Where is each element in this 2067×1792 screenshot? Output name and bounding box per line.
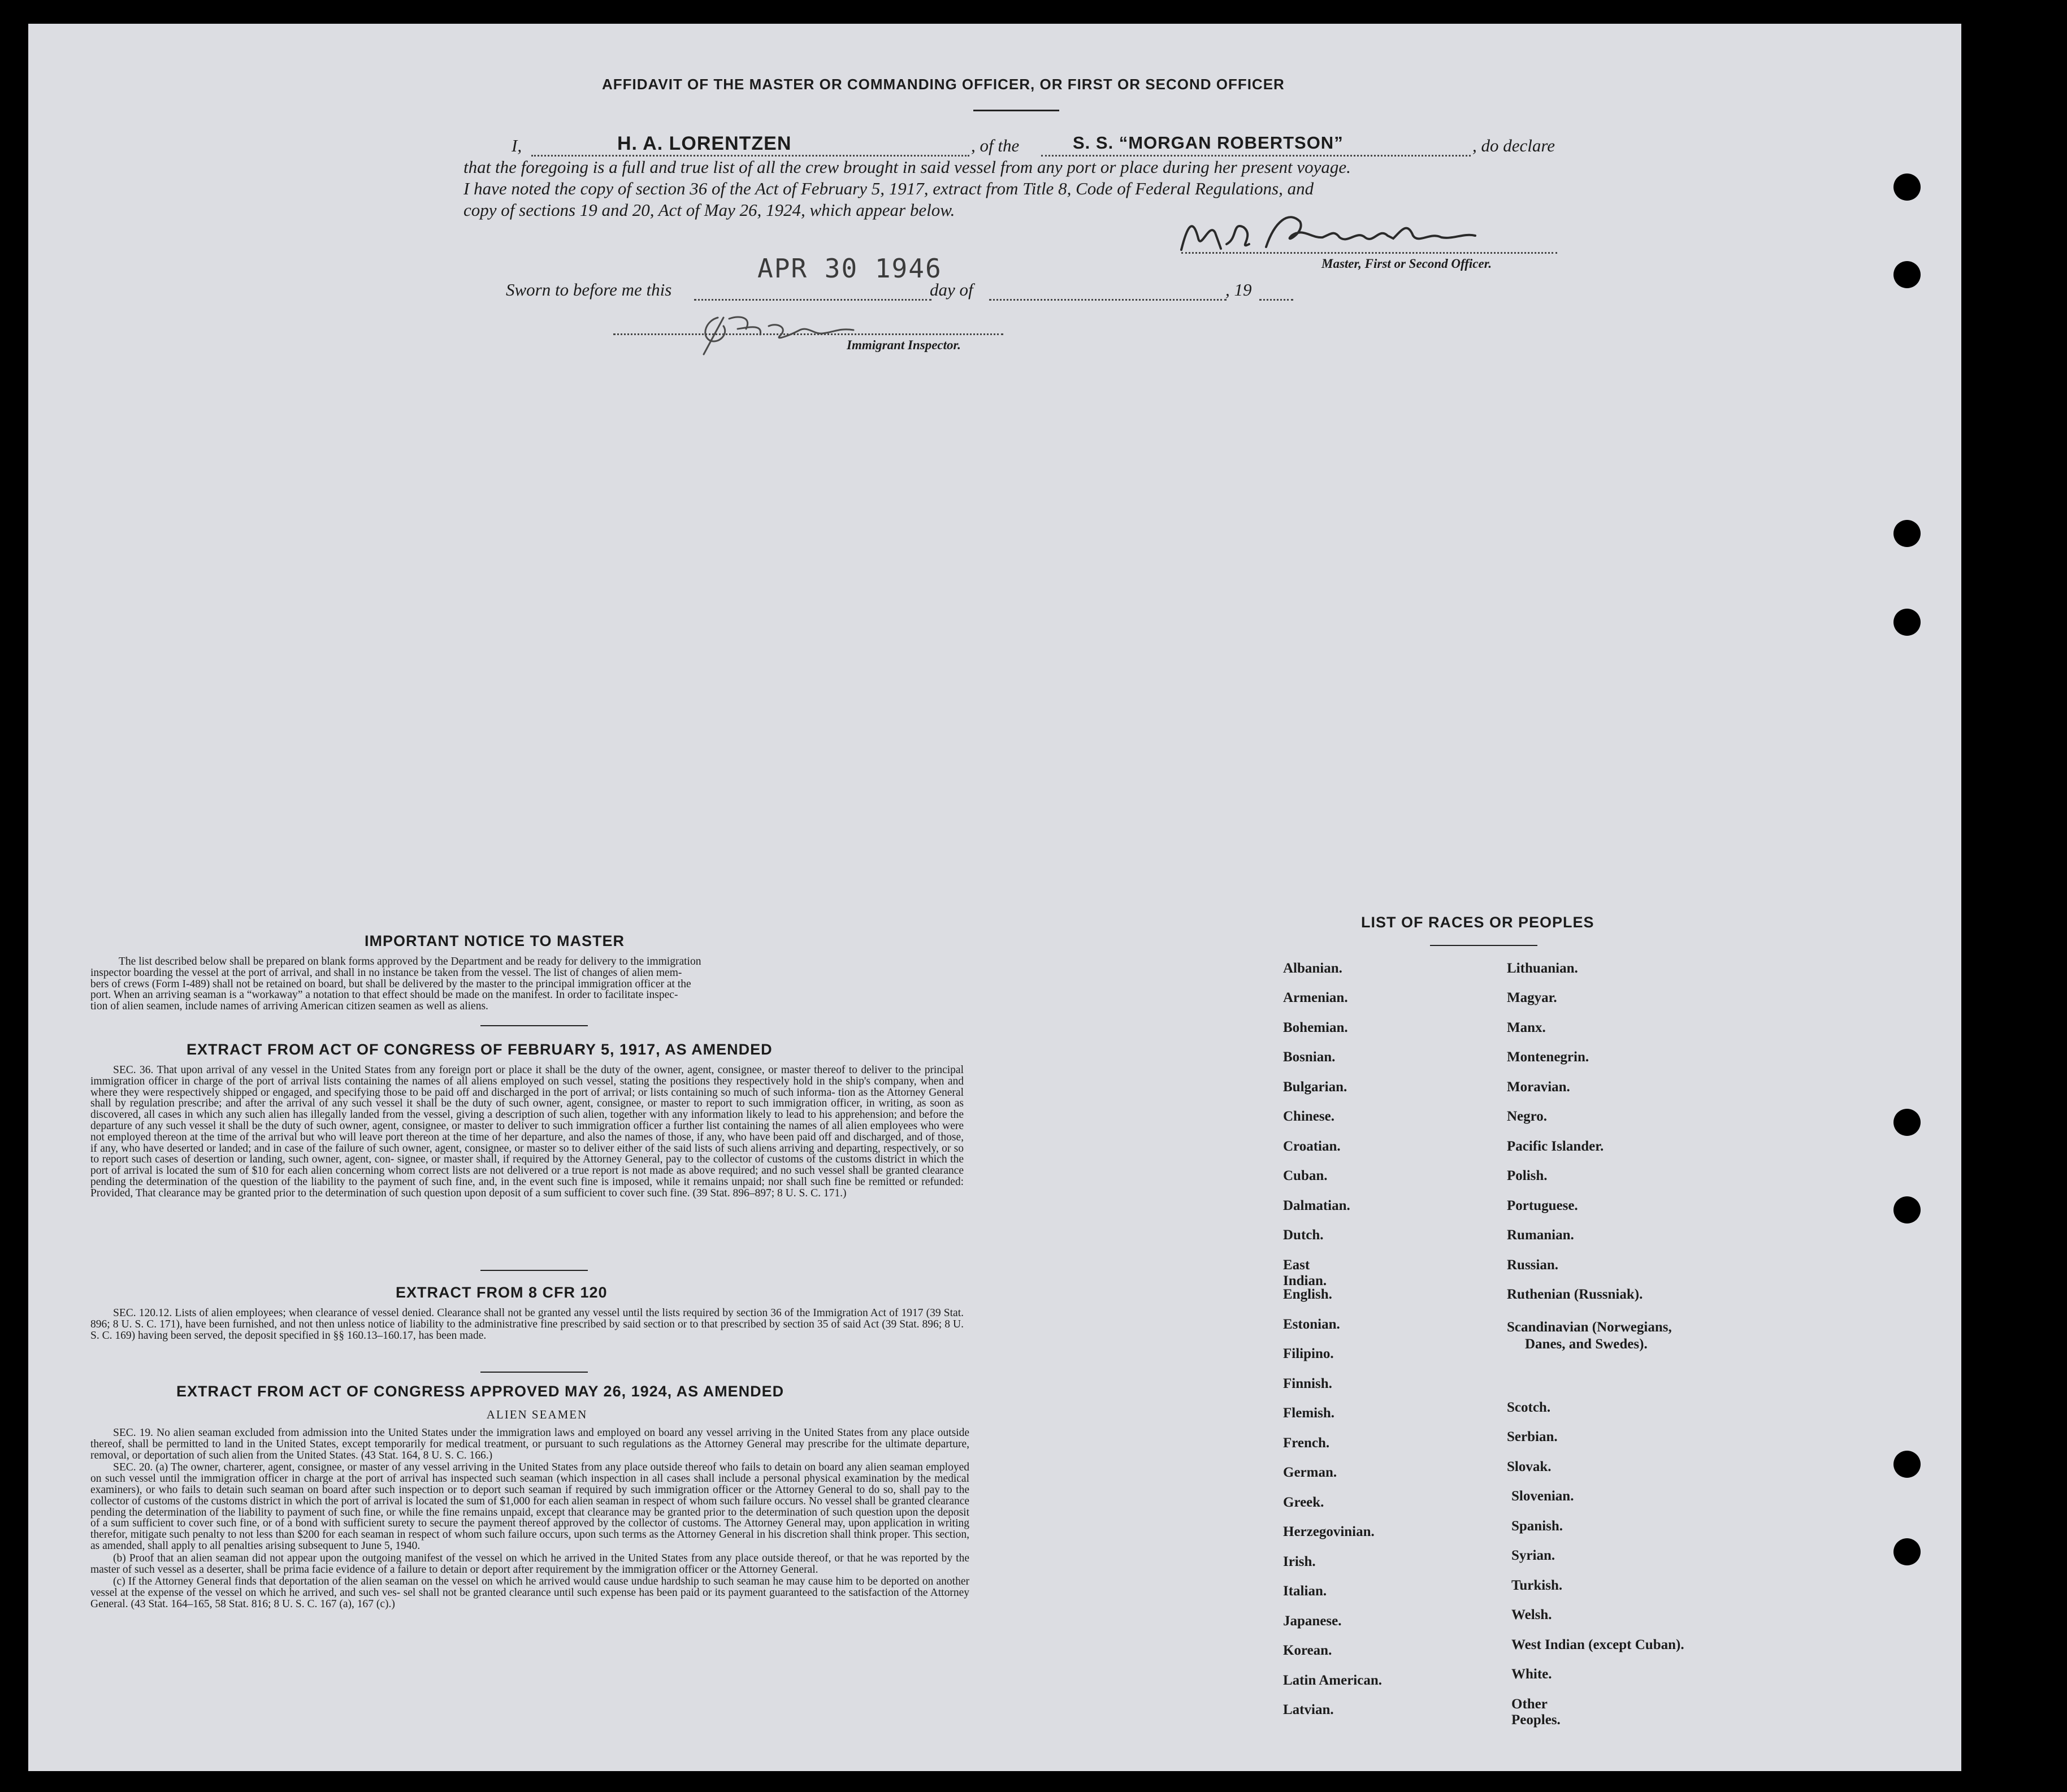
affidavit-i: I, — [512, 136, 522, 155]
race-item: Greek. — [1283, 1495, 1324, 1510]
race-item: Latvian. — [1283, 1702, 1334, 1717]
race-item: German. — [1283, 1465, 1337, 1480]
race-item: Filipino. — [1283, 1346, 1334, 1361]
race-item: Estonian. — [1283, 1317, 1340, 1332]
punch-hole — [1893, 1109, 1921, 1136]
race-item: Bulgarian. — [1283, 1079, 1347, 1095]
inspector-caption: Immigrant Inspector. — [847, 338, 961, 352]
race-item: Rumanian. — [1507, 1227, 1574, 1243]
extract-1924-sec20b: (b) Proof that an alien seaman did not appear upon the outgoing manifest of the vessel on which he arrived in the United States from any place outside thereof, or that he was reported by the master of such vessel as a deserter, shall be prima facie evidence of a failure to detain or deport after requirement by the immigration officer or the Attorney General. — [90, 1552, 969, 1576]
affidavit-body-line4: copy of sections 19 and 20, Act of May 26, 1924, which appear below. — [463, 200, 955, 220]
day-of-label: day of — [930, 280, 973, 300]
race-item: Pacific Islander. — [1507, 1139, 1604, 1154]
races-title: LIST OF RACES OR PEOPLES — [1361, 914, 1594, 931]
race-item: Italian. — [1283, 1583, 1327, 1599]
races-divider — [1430, 945, 1537, 946]
title-divider — [973, 110, 1059, 111]
race-item: Russian. — [1507, 1257, 1559, 1273]
race-item: Lithuanian. — [1507, 961, 1578, 976]
race-item: Dutch. — [1283, 1227, 1324, 1243]
race-item: Irish. — [1283, 1554, 1316, 1569]
race-item: Herzegovinian. — [1283, 1524, 1375, 1539]
affidavit-body-line3: I have noted the copy of section 36 of the Act of February 5, 1917, extract from Title 8, Code of Federal Regulations, and — [463, 179, 1314, 198]
race-item: Flemish. — [1283, 1405, 1334, 1421]
sworn-date-stamp: APR 30 1946 — [757, 253, 942, 284]
extract-1917-title: EXTRACT FROM ACT OF CONGRESS OF FEBRUARY 5, 1917, AS AMENDED — [187, 1041, 773, 1058]
document-page — [28, 24, 1961, 1771]
race-item: Ruthenian (Russniak). — [1507, 1287, 1643, 1302]
extract-1924-sec20c: (c) If the Attorney General finds that deportation of the alien seaman on the vessel on which he arrived would cause undue hardship to such seaman he may cause him to be deported on another vessel at the expense of the vessel on which he arrived, and such ves- sel shall not be granted clearance until such expense has been paid or its payment guaranteed to the satisfaction of the Attorney General. (43 Stat. 164–165, 58 Stat. 816; 8 U. S. C. 167 (a), 167 (c).) — [90, 1576, 969, 1610]
affidavit-body-line2: that the foregoing is a full and true list of all the crew brought in said vessel from any port or place during her present voyage. — [463, 157, 1351, 177]
notice-body — [90, 956, 938, 1012]
notice-line: port. When an arriving seaman is a “workaway” a notation to that effect should be made on the manifest. In order to facilitate inspec- — [90, 989, 678, 1001]
punch-hole — [1893, 520, 1921, 547]
extract-cfr-title: EXTRACT FROM 8 CFR 120 — [396, 1284, 608, 1301]
punch-hole — [1893, 261, 1921, 288]
notice-line: bers of crews (Form I-489) shall not be retained on board, but shall be delivered by the master to the principal immigration officer at the — [90, 978, 691, 990]
year-prefix: , 19 — [1225, 280, 1252, 300]
master-signature-icon — [1170, 205, 1520, 261]
year-line — [1259, 299, 1293, 301]
race-item: Polish. — [1507, 1168, 1548, 1183]
extract-1917-body — [90, 1065, 964, 1200]
punch-hole — [1893, 609, 1921, 636]
extract-1924-body — [90, 1427, 969, 1611]
race-item: Slovenian. — [1511, 1489, 1574, 1504]
month-line — [989, 299, 1227, 301]
race-item: English. — [1283, 1287, 1332, 1302]
race-item: Spanish. — [1511, 1518, 1563, 1534]
race-item: Magyar. — [1507, 990, 1557, 1005]
punch-hole — [1893, 1451, 1921, 1478]
punch-hole — [1893, 1196, 1921, 1223]
race-item: Slovak. — [1507, 1459, 1552, 1474]
race-item: Armenian. — [1283, 990, 1348, 1005]
race-item: White. — [1511, 1667, 1552, 1682]
race-item: Serbian. — [1507, 1429, 1558, 1444]
race-item: Albanian. — [1283, 961, 1342, 976]
notice-line: inspector boarding the vessel at the port of arrival, and shall in no instance be taken from the vessel. The list of changes of alien mem- — [90, 966, 682, 979]
affidavit-of-the: , of the — [971, 136, 1020, 155]
master-name-line — [531, 155, 969, 157]
race-item: Syrian. — [1511, 1548, 1555, 1563]
sworn-prefix: Sworn to before me this — [506, 280, 672, 300]
race-item: Welsh. — [1511, 1607, 1552, 1622]
race-item: Croatian. — [1283, 1139, 1341, 1154]
race-item: Scotch. — [1507, 1400, 1551, 1415]
race-item: Portuguese. — [1507, 1198, 1578, 1213]
race-item: French. — [1283, 1435, 1330, 1451]
race-item: Scandinavian (Norwegians, — [1507, 1320, 1672, 1335]
punch-hole — [1893, 173, 1921, 201]
extract-1917-divider — [480, 1270, 588, 1271]
race-item: Cuban. — [1283, 1168, 1328, 1183]
extract-1924-sec19: SEC. 19. No alien seaman excluded from admission into the United States under the immigration laws and employed on board any vessel arriving in the United States from any place outside thereof, shall be permitted to land in the United States, except temporarily for medical treatment, or pursuant to such regulations as the Attorney General may prescribe for the ultimate departure, removal, or deportation of such alien from the United States. (43 Stat. 164, 8 U. S. C. 166.) — [90, 1427, 969, 1461]
race-item: Other Peoples. — [1511, 1696, 1561, 1728]
race-item: Chinese. — [1283, 1109, 1334, 1124]
race-item: Montenegrin. — [1507, 1049, 1589, 1065]
race-item: Latin American. — [1283, 1673, 1382, 1688]
race-item: East Indian. — [1283, 1257, 1327, 1288]
affidavit-declare: , do declare — [1472, 136, 1555, 155]
race-item: Korean. — [1283, 1643, 1332, 1658]
punch-hole — [1893, 1538, 1921, 1565]
race-item: Bohemian. — [1283, 1020, 1348, 1035]
extract-cfr-divider — [480, 1372, 588, 1373]
race-item: Japanese. — [1283, 1613, 1342, 1629]
race-item: West Indian (except Cuban). — [1511, 1637, 1684, 1652]
race-item: Bosnian. — [1283, 1049, 1336, 1065]
race-item: Moravian. — [1507, 1079, 1570, 1095]
master-name-value: H. A. LORENTZEN — [617, 133, 792, 154]
notice-title: IMPORTANT NOTICE TO MASTER — [365, 932, 625, 949]
race-item: Turkish. — [1511, 1578, 1563, 1593]
master-caption: Master, First or Second Officer. — [1321, 257, 1492, 271]
race-item: Danes, and Swedes). — [1525, 1337, 1648, 1352]
race-item: Negro. — [1507, 1109, 1548, 1124]
extract-cfr-sec120: SEC. 120.12. Lists of alien employees; when clearance of vessel denied. Clearance shall not be granted any vessel until the lists required by section 36 of the Immigration Act of 1917 (39 Stat. 896; 8 U. S. C. 171), have been furnished, and not then unless notice of liability to the administrative fine prescribed by said section or to that prescribed by section 35 of said Act (39 Stat. 896; 8 U. S. C. 169) having been served, the deposit specified in §§ 160.13–160.17, has been made. — [90, 1307, 964, 1342]
race-item: Dalmatian. — [1283, 1198, 1350, 1213]
extract-1924-subtitle: ALIEN SEAMEN — [486, 1408, 588, 1421]
race-item: Finnish. — [1283, 1376, 1332, 1391]
extract-1917-sec36: SEC. 36. That upon arrival of any vessel in the United States from any foreign port or place it shall be the duty of the owner, agent, consignee, or master thereof to deliver to the principal immigration officer in charge of the port of arrival lists containing the names of all aliens employed on such vessel, stating the positions they respectively hold in the ship's company, when and where they were respectively shipped or engaged, and specifying those to be paid off and discharged in the port of arrival; or lists containing so much of such informa- tion as the Attorney General shall by regulation prescribe; and after the arrival of any such vessel it shall be the duty of such owner, agent, consignee, or master to report to such immigration officer, in writing, as soon as discovered, all cases in which any such alien has illegally landed from the vessel, giving a description of such alien, together with any information likely to lead to his apprehension; and before the departure of any such vessel it shall be the duty of such owner, agent, consignee, or master to deliver to such immigration officer a further list containing the names of all alien employees who were not employed thereon at the time of the arrival but who will leave port thereon at the time of her departure, and also the names of those, if any, who have been paid off and discharged, and of those, if any, who have deserted or landed; and in case of the failure of such owner, agent, consignee, or master so to deliver either of the said lists of such aliens arriving and departing, respectively, or so to report such cases of desertion or landing, such owner, agent, con- signee, or master shall, if required by the Attorney General, pay to the collector of customs of the customs district in which the port of arrival is located the sum of $10 for each alien concerning whom correct lists are not delivered or a true report is not made as above required; and no such vessel shall be granted clearance pending the determination of the question of the liability to the payment of such fine, and, in the event such fine is imposed, while it remains unpaid; nor shall such fine be remitted or refunded: Provided, That clearance may be granted prior to the determination of such question upon deposit of a sum sufficient to cover such fine. (39 Stat. 896–897; 8 U. S. C. 171.) — [90, 1064, 964, 1199]
notice-line: tion of alien seamen, include names of arriving American citizen seamen as well as aliens. — [90, 1000, 488, 1013]
affidavit-title: AFFIDAVIT OF THE MASTER OR COMMANDING OFFICER, OR FIRST OR SECOND OFFICER — [602, 76, 1285, 93]
extract-1924-sec20a: SEC. 20. (a) The owner, charterer, agent, consignee, or master of any vessel arriving in the United States from any place outside thereof who fails to detain on board any alien seaman employed on such vessel until the immigration officer in charge at the port of arrival has inspected such seaman (which inspection in all cases shall include a personal physical examination by the medical examiners), or who fails to detain such seaman on board after such inspection or to deport such seaman if required by such immigration officer or the Attorney General to do so, shall pay to the collector of customs of the customs district in which the port of arrival is located the sum of $1,000 for each alien seaman in respect of whom such failure occurs. No vessel shall be granted clearance pending the determination of the liability to payment of such fine, or while the fine remains unpaid, except that clearance may be granted prior to the determination of such question upon the deposit of a sum sufficient to cover such fine, or of a bond with sufficient surety to secure the payment thereof approved by the collector of customs. The Attorney General may, upon application in writing therefor, mitigate such penalty to not less than $200 for each seaman in respect of whom such failure occurs, upon such terms as the Attorney General in his discretion shall think proper. This section, as amended, shall apply to all penalties arising subsequent to June 5, 1940. — [90, 1461, 969, 1552]
race-item: Manx. — [1507, 1020, 1546, 1035]
notice-divider — [480, 1025, 588, 1026]
notice-line: The list described below shall be prepared on blank forms approved by the Department and be ready for delivery to the immigration — [119, 956, 701, 967]
vessel-value: S. S. “MORGAN ROBERTSON” — [1073, 133, 1344, 153]
vessel-line — [1041, 155, 1471, 157]
extract-1924-title: EXTRACT FROM ACT OF CONGRESS APPROVED MAY 26, 1924, AS AMENDED — [176, 1383, 785, 1400]
extract-cfr-body — [90, 1308, 964, 1342]
